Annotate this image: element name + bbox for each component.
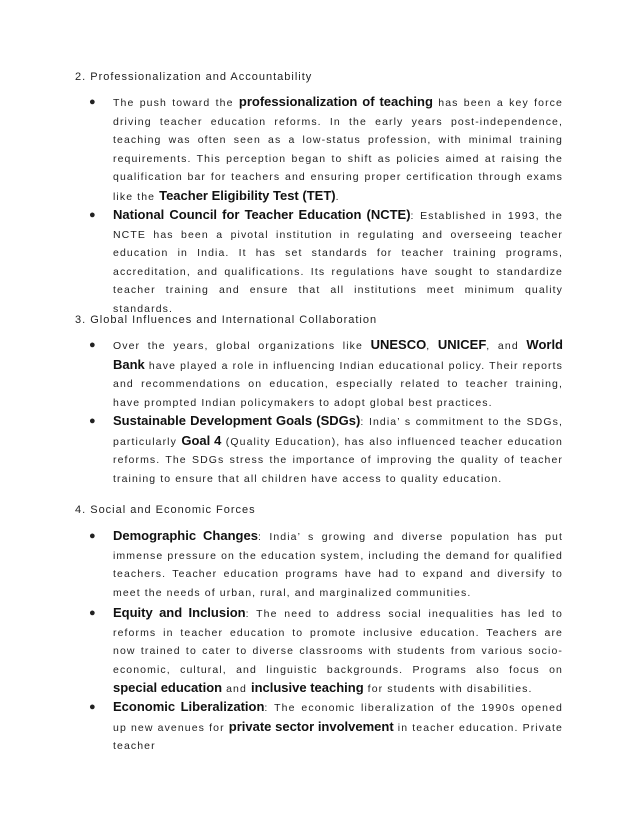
- bold-run: special education: [113, 680, 223, 696]
- bullet-icon: ●: [89, 701, 96, 713]
- list-item: [89, 698, 563, 756]
- text-run: , and: [486, 340, 527, 352]
- text-run: : The economic liberalization of the 1990s opened up new avenues for: [113, 702, 563, 734]
- section-heading-social-economic: 4. Social and Economic Forces: [75, 504, 256, 516]
- text-run: : India’ s growing and diverse population has put immense pressure on the education system, including the demand for qualified teachers. Teacher education programs have had to expand and diversify to meet the needs of urban, rural, and marginalized communities.: [113, 531, 563, 599]
- text-run: and: [222, 683, 251, 696]
- bullet-icon: ●: [89, 96, 96, 108]
- bold-run: professionalization of teaching: [238, 94, 433, 109]
- section-heading-global-influences: 3. Global Influences and International Collaboration: [75, 314, 378, 326]
- text-run: (Quality Education), has also influenced teacher education reforms. The SDGs stress the importance of improving the quality of teacher training to ensure that all children have access to quality education.: [113, 435, 563, 485]
- text-run: Over the years, global organizations like: [113, 340, 371, 352]
- text-run: have played a role in influencing Indian educational policy. Their reports and recommendations on education, especially related to teacher training, have prompted Indian policymakers to adopt global best practices.: [113, 359, 563, 409]
- bullet-icon: ●: [89, 415, 96, 427]
- bold-run: Sustainable Development Goals (SDGs): [113, 413, 361, 428]
- text-run: : Established in 1993, the NCTE has been a pivotal institution in regulating and overseeing teacher education in India. It has set standards for teacher training programs, accreditation, and qualifications. Its regulations have sought to standardize teacher training and ensure that all institutions meet minimum quality standards.: [113, 210, 563, 315]
- text-run: .: [335, 190, 340, 203]
- text-run: in teacher education. Private teacher: [113, 721, 563, 753]
- bold-run: UNICEF: [437, 337, 487, 352]
- list-item: [89, 336, 563, 412]
- bold-run: Goal 4: [181, 432, 222, 448]
- bullet-icon: ●: [89, 209, 96, 221]
- bold-run: National Council for Teacher Education (NCTE): [113, 207, 411, 222]
- list-item: [89, 206, 563, 319]
- text-run: has been a key force driving teacher education reforms. In the early years post-independence, teaching was often seen as a low-status profession, with minimal training requirements. This perception began to shift as policies aimed at raising the qualification bar for teachers and ensuring proper certification through exams like the: [113, 97, 563, 203]
- bold-run: Equity and Inclusion: [113, 605, 246, 620]
- bold-run: Economic Liberalization: [113, 699, 265, 714]
- bold-run: World Bank: [113, 337, 563, 372]
- list-item: [89, 412, 564, 488]
- bullet-icon: ●: [89, 607, 96, 619]
- bullet-icon: ●: [89, 530, 96, 542]
- list-item: [89, 527, 563, 602]
- text-run: ,: [426, 340, 438, 352]
- text-run: The push toward the: [113, 97, 239, 109]
- text-run: : India’ s commitment to the SDGs, particularly: [113, 416, 564, 448]
- text-run: : The need to address social inequalities has led to reforms in teacher education to promote inclusive education. Teachers are now trained to cater to diverse classrooms with students from various socio-economic, cultural, and linguistic backgrounds. Programs also focus on: [113, 608, 564, 676]
- bullet-icon: ●: [89, 339, 96, 351]
- bold-run: Demographic Changes: [113, 528, 258, 543]
- bold-run: inclusive teaching: [250, 680, 364, 696]
- list-item: [89, 93, 563, 207]
- bold-run: Teacher Eligibility Test (TET): [159, 187, 336, 203]
- bold-run: private sector involvement: [228, 718, 394, 734]
- bold-run: UNESCO: [370, 337, 427, 352]
- section-heading-professionalization: 2. Professionalization and Accountability: [75, 71, 313, 83]
- text-run: for students with disabilities.: [363, 683, 533, 696]
- list-item: [89, 604, 564, 699]
